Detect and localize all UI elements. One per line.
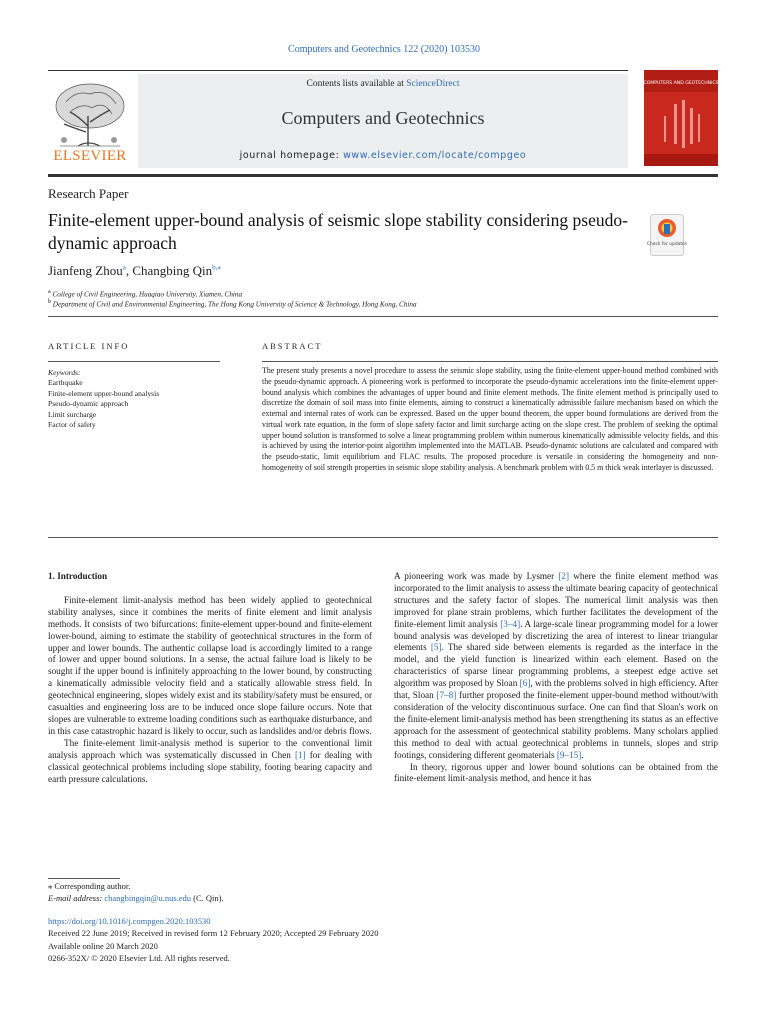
reference-link[interactable]: [6] [519,678,531,689]
author-qin[interactable]: Changbing Qin [132,263,213,278]
footnote-rule [48,878,120,879]
keyword: Limit surcharge [48,409,97,419]
publication-info [48,915,378,964]
keyword: Finite-element upper-bound analysis [48,388,160,398]
text-run: . A large-scale linear programming model for a lower bound analysis was developed by discretizing the area of interest to linear triangular elements [394,618,718,653]
text-run: . [581,749,584,760]
email-label: E-mail address: [48,892,105,903]
journal-cover-image[interactable] [644,70,718,166]
keyword: Pseudo-dynamic approach [48,399,129,409]
email-suffix: (C. Qin). [191,892,224,903]
text-run: where the finite element method was incorporated to the limit analysis to assess the ultimate bearing capacity of geotechnical structures and the safety factor of slopes. The numerical limit analysis was then improved for plane strain problems, which further facilitates the development of the finite-element limit analysis [394,571,718,629]
affil-b-mark: b [48,299,51,305]
affil-a-text: College of Civil Engineering, Huaqiao University, Xiamen, China [52,290,243,299]
affiliation-a [48,289,242,298]
text-run: A pioneering work was made by Lysmer [394,571,559,581]
article-info-heading: ARTICLE INFO [48,341,130,351]
email-note [48,893,224,905]
article-title: Finite-element upper-bound analysis of seismic slope stability considering pseudo-dynamic approach [48,210,628,253]
author-qin-affil-mark[interactable]: b,⁎ [212,263,221,272]
intro-p2-start: The finite-element limit-analysis method is superior to the conventional limit analysis approach which was systematically discussed in Chen [48,737,372,760]
author-zhou-affil-mark[interactable]: a [122,263,126,272]
journal-homepage [138,150,628,161]
contents-line [138,79,628,89]
affil-b-text: Department of Civil and Environmental Engineering, The Hong Kong University of Science & Technology, Hong Kong, China [52,300,417,309]
reference-link[interactable]: [1] [294,749,306,760]
keyword: Earthquake [48,378,83,388]
sciencedirect-link[interactable]: ScienceDirect [406,79,460,89]
intro-paragraph-4: In theory, rigorous upper and lower bound solutions can be obtained from the finite-element limit-analysis method, and hence it has [394,761,718,784]
intro-paragraph-3 [394,571,718,762]
homepage-prefix: journal homepage: [239,150,344,161]
crossmark-icon[interactable] [646,214,688,256]
affiliation-rule [48,316,718,317]
intro-paragraph-2 [48,738,372,786]
abstract-heading: ABSTRACT [262,341,323,351]
copyright: 0266-352X/ © 2020 Elsevier Ltd. All rights reserved. [48,952,230,963]
keywords-label: Keywords: [48,368,81,377]
keywords-list [48,368,159,430]
cover-title: COMPUTERS AND GEOTECHNICS [643,81,719,86]
abstract-bottom-rule [48,537,718,538]
intro-paragraph-1: Finite-element limit-analysis method has been widely applied to geotechnical stability analyses, since it combines the merits of finite element and limit analysis methods. It consists of two bifurcations: finite-element upper-bound and finite-element lower-bound, aiming to estimate the stability of geotechnical structures in the form of upper and lower bounds. The authentic collapse load is accordingly limited to a range of lower and upper bound solutions. In a sense, the actual failure load is likely to be sought if the upper bound is infinitely approaching to the lower bound, by constructing a kinematically admissible velocity field and a statically allowable stress field. In geotechnical engineering, slopes widely exist and its stability/safety must be ensured, or casualties and engineering loss are to be induced once slope failure occurs. Note that slopes are vulnerable to extreme loading conditions such as earthquake disturbance, and in this case catastrophic hazard is likely to occur, such as landslides and/or debris flows. [48,594,372,736]
elsevier-wordmark: ELSEVIER [53,148,127,164]
body-column-left [48,571,372,785]
text-run: . The shared side between elements is regarded as the interface in the model, and the yield function is linearized within each element. Based on the characteristics of sparse linear programming problems, a steepest edge active set algorithm was proposed by Sloan [394,642,718,689]
corresponding-author-note: ⁎ Corresponding author. [48,881,131,891]
doi-link[interactable]: https://doi.org/10.1016/j.compgeo.2020.103530 [48,916,211,926]
reference-link[interactable]: [2] [558,571,570,581]
keyword: Factor of safety [48,420,96,430]
text-run: further proposed the finite-element upper-bound method without/with consideration of the velocity discontinuous surface. One can find that Sloan's work on the finite-element limit-analysis method has been strengthening its status as an effective approach for the assessment of geotechnical stability problems. Many scholars applied this method to deal with actual geotechnical problems in tunnels, slopes and strip footings, considering different geomaterials [394,690,718,760]
reference-link[interactable]: [5] [430,642,442,653]
section-heading-introduction: 1. Introduction [48,571,108,581]
crossmark-label: Check for updates [646,242,688,247]
journal-name: Computers and Geotechnics [281,108,485,128]
reference-link[interactable]: [3–4] [500,618,521,629]
online-date: Available online 20 March 2020 [48,940,158,951]
email-link[interactable]: changbingqin@u.nus.edu [104,892,192,903]
reference-link[interactable]: [9–15] [556,749,582,760]
article-info-rule [48,361,220,362]
abstract-rule [262,361,718,362]
affil-a-mark: a [48,289,51,295]
abstract-text: The present study presents a novel procedure to assess the seismic slope stability, using the finite-element upper-bound method combined with the pseudo-dynamic approach. A pioneering work is performed to incorporate the pseudo-dynamic accelerations into the finite-element upper-bound analysis which combines the advantages of upper bound and finite element methods. The finite element method is principally used to discretize the domain of soil mass into finite elements, aiming to construct a kinematically admissible failure mechanism based on which the external and internal rates of work can be expressed. Based on the upper bound theorem, the upper bound formulations are derived from the virtual work rate equation, in the form of slope safety factor and limit surcharge acting on the slope crest. The problem of seeking the optimal upper bound solution is transformed to solve a linear programming problem within numerous kinematically admissible velocity fields, and this is achieved by using the interior-point algorithm implemented into the MATLAB. Pseudo-dynamic solutions are calculated and compared with the pseudo-static, limit equilibrium and FLAC results. The proposed procedure is versatile in considering the homogeneity and non-homogeneity of soil strength properties in seismic slope stability analysis. A benchmark problem with 0.5 m thick weak interlayer is discussed. [262,366,718,472]
contents-prefix: Contents lists available at [306,79,407,89]
article-type: Research Paper [48,186,129,201]
text-run: , with the problems solved in high efficiency. After that, Sloan [394,678,719,701]
author-list [48,263,221,279]
intro-p2-end: for dealing with classical geotechnical problems including slope stability, footing bearing capacity and earth pressure calculations. [48,749,372,784]
author-separator: , [125,263,133,278]
body-column-right [394,571,718,785]
author-zhou[interactable]: Jianfeng Zhou [48,263,123,278]
footnotes [48,881,224,904]
received-dates: Received 22 June 2019; Received in revised form 12 February 2020; Accepted 29 February 2020 [48,928,379,939]
homepage-link[interactable]: www.elsevier.com/locate/compgeo [343,150,527,161]
journal-citation[interactable]: Computers and Geotechnics 122 (2020) 103530 [288,44,480,55]
reference-link[interactable]: [7–8] [436,690,457,701]
banner-bottom-rule [48,174,718,177]
banner-top-rule [48,70,628,71]
affiliation-b [48,299,417,308]
